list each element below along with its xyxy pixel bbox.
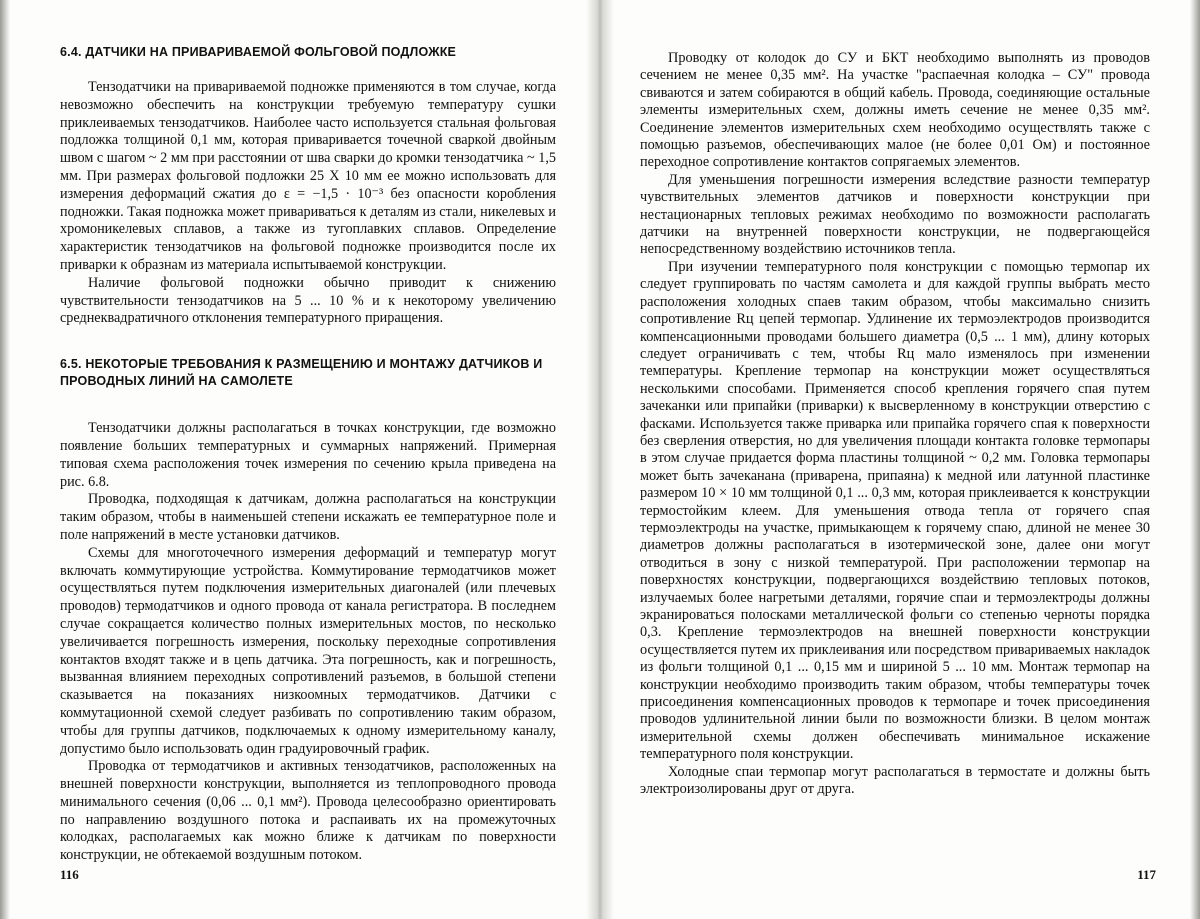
paragraph: Тензодатчики должны располагаться в точках конструкции, где возможно появление больших температурных и суммарных напряжений. Примерная типовая схема расположения точек измерения по сечению крыла приведена на рис. 6.8. [60, 420, 556, 490]
paragraph: Тензодатчики на привариваемой подножке применяются в том случае, когда невозможно обеспечить на конструкции требуемую температуру сушки приклеиваемых тензодатчиков. Наиболее часто используется стальная фольговая подложка толщиной 0,1 мм, которая приваривается точечной сваркой двойным швом с шагом ~ 2 мм при расстоянии от шва сварки до кромки тензодатчика ~ 1,5 мм. При размерах фольговой подложки 25 X 10 мм ее можно использовать для измерения деформаций сжатия до ε = −1,5 · 10⁻³ без опасности коробления подножки. Такая подножка может привариваться к деталям из стали, никелевых и хромоникелевых сплавов, а также из тугоплавких сплавов. Определение характеристик тензодатчиков на фольговой подножке производится после их приварки к образнам из материала испытываемой конструкции. [60, 79, 556, 273]
paragraph: Наличие фольговой подножки обычно приводит к снижению чувствительности тензодатчиков на 5 ... 10 % и к некоторому увеличению среднеквадратичного отклонения температурного приращения. [60, 274, 556, 327]
paragraph: Холодные спаи термопар могут располагаться в термостате и должны быть электроизолированы друг от друга. [640, 763, 1150, 798]
paragraph: Схемы для многоточечного измерения деформаций и температур могут включать коммутирующие устройства. Коммутирование термодатчиков может осуществляться путем подключения измерительных диагоналей (или плечевых проводов) термодатчиков и одного провода от канала регистратора. В последнем случае сокращается количество полных измерительных мостов, по несколько увеличивается погрешность измерения, поскольку переходные сопротивления контактов входят также и в цепь датчика. Эта погрешность, как и погрешность, вызванная влиянием переходных сопротивлений разъемов, в большой степени сказывается на показаниях низкоомных термодатчиков. Датчики с коммутационной схемой следует разбивать по сопротивлению таким образом, чтобы для группы датчиков, подключаемых к одному измерительному каналу, допустимо было использовать один градуировочный график. [60, 544, 556, 757]
right-page [600, 0, 1200, 919]
paragraph: При изучении температурного поля конструкции с помощью термопар их следует группировать по частям самолета и для каждой группы выбрать место расположения холодных спаев таким образом, чтобы максимально снизить сопротивление Rц цепей термопар. Удлинение их термоэлектродов производится компенсационными проводами большего диаметра (0,5 ... 1 мм), длину которых следует ограничивать с тем, чтобы Rц мало изменялось при изменении температуры. Крепление термопар на конструкции может осуществляться несколькими способами. Применяется способ крепления горячего спая путем зачеканки или припайки (приварки) к высверленному в конструкции отверстию с фасками. Используется также приварка или припайка горячего спая к поверхности без сверления отверстия, но для увеличения площади контакта головке термопары в этом случае придается форма пластины толщиной ~ 0,2 мм. Головка термопары может быть зачеканана (приварена, припаяна) к медной или латунной пластинке размером 10 × 10 мм толщиной 0,1 ... 0,3 мм, которая приклеивается к конструкции термостойким клеем. Для уменьшения отвода тепла от горячего спая термоэлектроды на участке, примыкающем к горячему спаю, длиной не менее 30 диаметров должны располагаться в изотермической зоне, далее они могут отводиться в зону с низкой температурой. При расположении термопар на поверхностях конструкции, подвергающихся воздействию тепловых потоков, излучаемых более нагретыми деталями, горячие спаи и термоэлектроды должны экранироваться полосками металлической фольги со степенью черноты порядка 0,3. Крепление термоэлектродов на внешней поверхности конструкции осуществляется путем их приклеивания или посредством привариваемых накладок из фольги толщиной 0,1 ... 0,15 мм и шириной 5 ... 10 мм. Монтаж термопар на конструкции необходимо производить таким образом, чтобы температуры точек присоединения компенсационных проводов к термопаре и точек присоединения проводов удлинительной линии были по возможности близки. В целом монтаж измерительной схемы должен обеспечивать минимальное искажение температурного поля конструкции. [640, 258, 1150, 763]
paragraph: Для уменьшения погрешности измерения вследствие разности температур чувствительных элементов датчиков и поверхности конструкции при нестационарных тепловых режимах необходимо по возможности располагать датчики на внутренней поверхности конструкции, не подвергающейся непосредственному воздействию источников тепла. [640, 171, 1150, 258]
paragraph: Проводка, подходящая к датчикам, должна располагаться на конструкции таким образом, чтобы в наименьшей степени искажать ее температурное поле и поле напряжений в месте установки датчиков. [60, 491, 556, 543]
page-number-right: 117 [1137, 867, 1156, 882]
section-heading-6-4: 6.4. ДАТЧИКИ НА ПРИВАРИВАЕМОЙ ФОЛЬГОВОЙ ПОДЛОЖКЕ [60, 45, 457, 59]
section-heading-6-5: 6.5. НЕКОТОРЫЕ ТРЕБОВАНИЯ К РАЗМЕЩЕНИЮ И МОНТАЖУ ДАТЧИКОВ И ПРОВОДНЫХ ЛИНИЙ НА САМОЛЕТЕ [60, 357, 543, 389]
paragraph: Проводка от термодатчиков и активных тензодатчиков, расположенных на внешней поверхности конструкции, выполняется из теплопроводного провода минимального сечения (0,06 ... 0,1 мм²). Провода целесообразно ориентировать по направлению воздушного потока и распаивать их на промежуточных колодках, располагаемых как можно ближе к датчикам по поверхности конструкции, не обтекаемой воздушным потоком. [60, 758, 556, 864]
right-page-text-column [640, 50, 1150, 798]
page-number-left: 116 [60, 867, 79, 882]
left-page-text-column [60, 44, 556, 865]
paragraph: Проводку от колодок до СУ и БКТ необходимо выполнять из проводов сечением не менее 0,35 мм². На участке "распаечная колодка – СУ" провода свиваются и затем собираются в общий кабель. Провода, соединяющие остальные элементы измерительных схем, должны иметь сечение не менее 0,35 мм². Соединение элементов измерительных схем необходимо осуществлять также с помощью разъемов, обеспечивающих малое (не более 0,01 Ом) и постоянное переходное сопротивление контактов сопрягаемых элементов. [640, 50, 1150, 171]
